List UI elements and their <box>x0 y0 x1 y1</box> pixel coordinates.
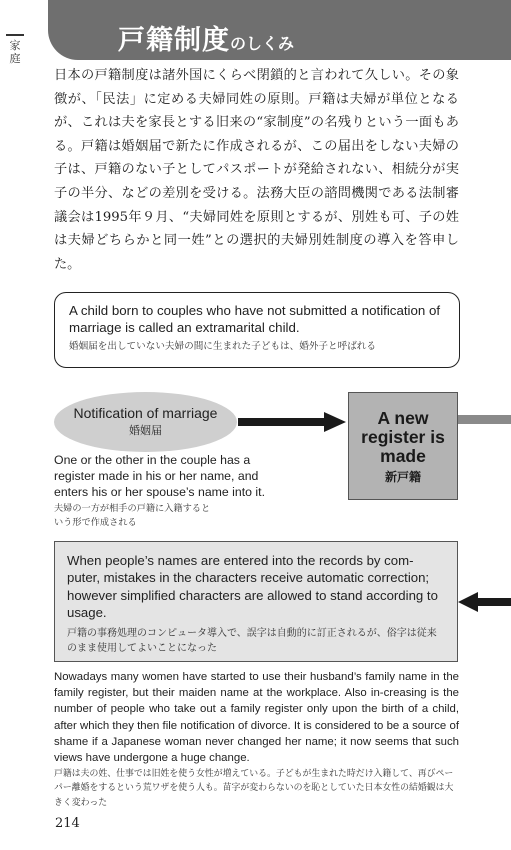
new-register-line: made <box>380 446 426 466</box>
section-tab-char: 家 <box>9 39 21 52</box>
page-title <box>118 18 294 57</box>
callout-japanese: 婚姻届を出していない夫婦の間に生まれた子どもは、婚外子と呼ばれる <box>69 341 376 352</box>
arrow-left-icon <box>458 592 511 612</box>
bottom-japanese: 戸籍は夫の姓、仕事では旧姓を使う女性が増えている。子どもが生まれた時だけ入籍して、再びペーパー離婚をするという荒ワザを使う人も。苗字が変わらないのを恥としていた日本女性の結婚観は大きく変わった <box>54 769 454 808</box>
computer-records-callout <box>54 541 458 662</box>
description-english: One or the other in the couple has a register made in his or her name, and enters his or her spouse’s name into it. <box>54 453 265 499</box>
arrow-right-icon <box>238 412 346 432</box>
new-register-line: A new <box>377 408 429 428</box>
section-tab-char: 庭 <box>9 52 21 65</box>
new-register-box <box>348 392 458 500</box>
page-number: 214 <box>55 816 80 831</box>
marriage-notification-description <box>54 452 272 530</box>
intro-paragraph: 日本の戸籍制度は諸外国にくらべ閉鎖的と言われて久しい。その象徴が、「民法」に定める夫婦同姓の原則。戸籍は夫婦が単位となるが、これは夫を家長とする旧来の“家制度”の名残りという一面もある。戸籍は婚姻届で新たに作成されるが、この届出をしない夫婦の子は、戸籍のない子としてパスポートが発給されない、相続分が実子の半分、などの差別を受ける。法務大臣の諮問機関である法制審議会は1995年９月、“夫婦同姓を原則とするが、別姓も可、子の姓は夫婦どちらかと同一姓”との選択的夫婦別姓制度の導入を答申した。 <box>54 68 459 272</box>
new-register-japanese: 新戸籍 <box>384 470 421 484</box>
connector-bar <box>458 415 511 424</box>
new-register-line: register is <box>361 427 445 447</box>
description-japanese: 夫婦の一方が相手の戸籍に入籍すると いう形で作成される <box>54 503 211 528</box>
oval-english: Notification of marriage <box>73 405 218 421</box>
callout-english: When people’s names are entered into the records by com-puter, mistakes in the characters receive automatic correction; however simplified characters are allowed to stand according to usage. <box>67 553 438 620</box>
bottom-paragraph <box>54 669 459 810</box>
callout-japanese: 戸籍の事務処理のコンピュータ導入で、誤字は自動的に訂正されるが、俗字は従来のまま使用してよいことになった <box>67 628 437 655</box>
oval-japanese: 婚姻届 <box>129 424 162 437</box>
marriage-notification-oval <box>54 392 237 452</box>
page-title-main: 戸籍制度 <box>118 25 230 56</box>
page-title-suffix: のしくみ <box>230 34 295 53</box>
callout-english: A child born to couples who have not submitted a notification of marriage is called an extramarital child. <box>69 303 441 335</box>
extramarital-child-callout <box>54 292 460 368</box>
section-tab <box>6 34 24 65</box>
bottom-english: Nowadays many women have started to use their husband’s family name in the family register, but their maiden name at the workplace. Also in-creasing is the number of people who take out a family register only upon the birth of a child, after which they then file notification of divorce. It is considered to be a source of shame if a Japanese woman never changed her name; it now seems that such views have undergone a huge change. <box>54 671 459 765</box>
